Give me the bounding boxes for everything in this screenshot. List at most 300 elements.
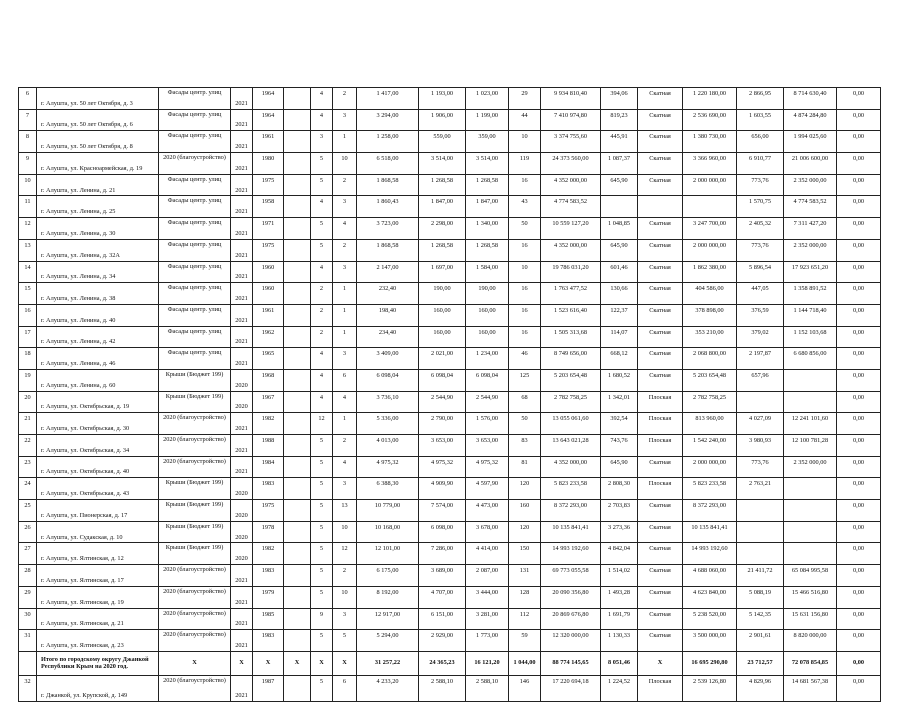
cost-per-unit-cell: 122,37 (601, 304, 638, 326)
row-number-cell: 31 (19, 630, 37, 652)
residents-cell: 16 (509, 304, 541, 326)
total-cost-cell: 4 352 000,00 (541, 174, 601, 196)
year-cell: 2021 (231, 261, 253, 283)
entrances-cell: 12 (333, 543, 357, 565)
area-2-cell: 1 199,00 (466, 109, 509, 131)
total-area-cell: 4 013,00 (357, 435, 419, 457)
total-area-cell: 234,40 (357, 326, 419, 348)
work-type-cell: Фасады центр. улиц (159, 196, 231, 218)
year-cell: 2021 (231, 630, 253, 652)
living-area-cell: 4 975,32 (419, 456, 466, 478)
roof-type-cell (638, 196, 683, 218)
facade-cost-cell: 7 311 427,20 (784, 218, 837, 240)
roof-type-cell: Скатная (638, 565, 683, 587)
work-type-cell: 2020 (благоустройство) (159, 456, 231, 478)
remaining-cell: 0,00 (837, 586, 881, 608)
blank-cell (284, 239, 311, 261)
roof-type-cell: Скатная (638, 88, 683, 110)
address-cell: г. Алушта, ул. Ленина, д. 34 (37, 261, 159, 283)
floors-cell: 5 (311, 521, 333, 543)
address-cell: г. Алушта, ул. Ялтинская, д. 23 (37, 630, 159, 652)
row-number-cell: 20 (19, 391, 37, 413)
roof-type-cell: Скатная (638, 500, 683, 522)
year-cell: 2020 (231, 521, 253, 543)
cost-per-unit-cell: 1 224,52 (601, 675, 638, 701)
facade-value-cell: 2 197,87 (737, 348, 784, 370)
blank-cell (284, 348, 311, 370)
entrances-cell: 2 (333, 239, 357, 261)
residents-cell: 16 (509, 283, 541, 305)
work-type-cell: Фасады центр. улиц (159, 109, 231, 131)
residents-cell: 128 (509, 586, 541, 608)
remaining-cell: 0,00 (837, 283, 881, 305)
table-row (19, 369, 881, 391)
area-2-cell: 1 584,00 (466, 261, 509, 283)
roof-cost-cell: 3 500 000,00 (683, 630, 737, 652)
address-cell: г. Алушта, ул. Ялтинская, д. 19 (37, 586, 159, 608)
area-2-cell: 3 678,00 (466, 521, 509, 543)
build-year-cell: 1983 (253, 478, 284, 500)
blank-cell (284, 369, 311, 391)
area-2-cell: 190,00 (466, 283, 509, 305)
blank-cell (284, 218, 311, 240)
total-cost-cell: 4 352 000,00 (541, 456, 601, 478)
table-row (19, 435, 881, 457)
address-cell: г. Алушта, ул. Ленина, д. 25 (37, 196, 159, 218)
total-area-cell: 6 175,00 (357, 565, 419, 587)
blank-cell (284, 630, 311, 652)
roof-cost-cell: 16 695 290,80 (683, 651, 737, 675)
year-cell: 2021 (231, 326, 253, 348)
cost-per-unit-cell: 114,07 (601, 326, 638, 348)
blank-cell (284, 174, 311, 196)
work-type-cell: Фасады центр. улиц (159, 218, 231, 240)
work-type-cell: 2020 (благоустройство) (159, 630, 231, 652)
row-number-cell: 13 (19, 239, 37, 261)
roof-type-cell: Скатная (638, 283, 683, 305)
living-area-cell: 190,00 (419, 283, 466, 305)
total-area-cell: 1 258,00 (357, 131, 419, 153)
area-2-cell: 1 340,00 (466, 218, 509, 240)
area-2-cell: 1 234,00 (466, 348, 509, 370)
floors-cell: 4 (311, 109, 333, 131)
area-2-cell: 6 098,04 (466, 369, 509, 391)
cost-per-unit-cell: 1 048,85 (601, 218, 638, 240)
total-area-cell: 12 917,00 (357, 608, 419, 630)
blank-cell (284, 500, 311, 522)
facade-cost-cell: 15 466 516,80 (784, 586, 837, 608)
residents-cell: 16 (509, 174, 541, 196)
work-type-cell: Фасады центр. улиц (159, 239, 231, 261)
roof-type-cell: Скатная (638, 109, 683, 131)
facade-cost-cell: 14 681 567,38 (784, 675, 837, 701)
entrances-cell: 3 (333, 196, 357, 218)
roof-cost-cell: 2 000 000,00 (683, 174, 737, 196)
entrances-cell: 2 (333, 88, 357, 110)
build-year-cell: 1960 (253, 261, 284, 283)
address-cell: г. Алушта, ул. Ленина, д. 60 (37, 369, 159, 391)
floors-cell: 2 (311, 326, 333, 348)
table-row (19, 196, 881, 218)
roof-type-cell: Скатная (638, 348, 683, 370)
blank-cell (284, 675, 311, 701)
build-year-cell: X (253, 651, 284, 675)
residents-cell: 150 (509, 543, 541, 565)
living-area-cell: 1 193,00 (419, 88, 466, 110)
living-area-cell: 2 544,90 (419, 391, 466, 413)
living-area-cell: 6 151,00 (419, 608, 466, 630)
work-type-cell: X (159, 651, 231, 675)
table-row (19, 304, 881, 326)
facade-value-cell: 447,05 (737, 283, 784, 305)
blank-cell (284, 109, 311, 131)
cost-per-unit-cell: 1 087,37 (601, 153, 638, 175)
address-cell: г. Алушта, ул. Октябрьская, д. 43 (37, 478, 159, 500)
year-cell: 2020 (231, 500, 253, 522)
address-cell: г. Алушта, ул. Ленина, д. 46 (37, 348, 159, 370)
row-number-cell: 26 (19, 521, 37, 543)
entrances-cell: 3 (333, 478, 357, 500)
blank-cell (284, 326, 311, 348)
living-area-cell: 6 098,04 (419, 369, 466, 391)
total-area-cell: 31 257,22 (357, 651, 419, 675)
roof-cost-cell: 2 068 800,00 (683, 348, 737, 370)
year-cell: 2021 (231, 413, 253, 435)
work-type-cell: 2020 (благоустройство) (159, 586, 231, 608)
row-number-cell: 12 (19, 218, 37, 240)
cost-per-unit-cell: 601,46 (601, 261, 638, 283)
total-cost-cell: 8 372 293,00 (541, 500, 601, 522)
total-cost-cell: 8 749 656,00 (541, 348, 601, 370)
floors-cell: 5 (311, 565, 333, 587)
facade-value-cell: 773,76 (737, 456, 784, 478)
floors-cell: 5 (311, 500, 333, 522)
blank-cell (284, 478, 311, 500)
facade-cost-cell: 6 680 856,00 (784, 348, 837, 370)
roof-cost-cell: 2 000 000,00 (683, 456, 737, 478)
roof-cost-cell: 2 782 758,25 (683, 391, 737, 413)
address-cell: Итого по городскому округу Джанкой Республики Крым на 2020 год. (37, 651, 159, 675)
floors-cell: X (311, 651, 333, 675)
roof-type-cell: Скатная (638, 630, 683, 652)
total-area-cell: 2 147,00 (357, 261, 419, 283)
facade-value-cell (737, 391, 784, 413)
facade-cost-cell: 12 100 781,28 (784, 435, 837, 457)
work-type-cell: 2020 (благоустройство) (159, 608, 231, 630)
cost-per-unit-cell: 3 273,36 (601, 521, 638, 543)
living-area-cell: 1 268,58 (419, 239, 466, 261)
remaining-cell: 0,00 (837, 543, 881, 565)
blank-cell (284, 586, 311, 608)
floors-cell: 3 (311, 131, 333, 153)
total-cost-cell: 2 782 758,25 (541, 391, 601, 413)
row-number-cell: 11 (19, 196, 37, 218)
year-cell: 2021 (231, 153, 253, 175)
table-row (19, 630, 881, 652)
roof-cost-cell: 404 586,00 (683, 283, 737, 305)
entrances-cell: 2 (333, 174, 357, 196)
remaining-cell: 0,00 (837, 565, 881, 587)
living-area-cell: 3 514,00 (419, 153, 466, 175)
living-area-cell: 4 707,00 (419, 586, 466, 608)
total-area-cell: 5 336,00 (357, 413, 419, 435)
build-year-cell: 1964 (253, 88, 284, 110)
row-number-cell: 10 (19, 174, 37, 196)
facade-value-cell: 2 866,95 (737, 88, 784, 110)
living-area-cell: 3 689,00 (419, 565, 466, 587)
roof-cost-cell: 1 862 380,00 (683, 261, 737, 283)
row-number-cell: 14 (19, 261, 37, 283)
roof-type-cell: Скатная (638, 304, 683, 326)
total-area-cell: 198,40 (357, 304, 419, 326)
facade-value-cell: 4 829,96 (737, 675, 784, 701)
roof-cost-cell: 813 960,00 (683, 413, 737, 435)
build-year-cell: 1971 (253, 218, 284, 240)
entrances-cell: 1 (333, 304, 357, 326)
entrances-cell: X (333, 651, 357, 675)
living-area-cell: 2 588,10 (419, 675, 466, 701)
living-area-cell: 1 268,58 (419, 174, 466, 196)
build-year-cell: 1965 (253, 348, 284, 370)
total-area-cell: 3 409,00 (357, 348, 419, 370)
area-2-cell: 16 121,20 (466, 651, 509, 675)
residents-cell: 125 (509, 369, 541, 391)
total-cost-cell: 1 505 313,68 (541, 326, 601, 348)
build-year-cell: 1982 (253, 413, 284, 435)
build-year-cell: 1961 (253, 304, 284, 326)
year-cell: 2020 (231, 543, 253, 565)
entrances-cell: 13 (333, 500, 357, 522)
living-area-cell: 160,00 (419, 304, 466, 326)
facade-value-cell: 1 570,75 (737, 196, 784, 218)
work-type-cell: 2020 (благоустройство) (159, 435, 231, 457)
total-area-cell: 6 388,30 (357, 478, 419, 500)
total-area-cell: 3 294,00 (357, 109, 419, 131)
table-row (19, 153, 881, 175)
facade-cost-cell: 8 714 630,40 (784, 88, 837, 110)
facade-cost-cell: 1 144 718,40 (784, 304, 837, 326)
table-row (19, 348, 881, 370)
total-row (19, 651, 881, 675)
build-year-cell: 1960 (253, 283, 284, 305)
work-type-cell: Фасады центр. улиц (159, 348, 231, 370)
cost-per-unit-cell: 2 703,83 (601, 500, 638, 522)
build-year-cell: 1982 (253, 543, 284, 565)
area-2-cell: 3 444,00 (466, 586, 509, 608)
facade-cost-cell: 8 820 000,00 (784, 630, 837, 652)
work-type-cell: Крыши (Бюджет 199) (159, 391, 231, 413)
total-area-cell: 1 860,43 (357, 196, 419, 218)
address-cell: г. Алушта, ул. Октябрьская, д. 40 (37, 456, 159, 478)
floors-cell: 4 (311, 261, 333, 283)
cost-per-unit-cell: 392,54 (601, 413, 638, 435)
work-type-cell: 2020 (благоустройство) (159, 675, 231, 701)
residents-cell: 120 (509, 521, 541, 543)
cost-per-unit-cell: 130,66 (601, 283, 638, 305)
total-cost-cell: 5 823 233,58 (541, 478, 601, 500)
entrances-cell: 10 (333, 586, 357, 608)
roof-cost-cell: 2 536 690,00 (683, 109, 737, 131)
year-cell: 2021 (231, 131, 253, 153)
year-cell: 2021 (231, 565, 253, 587)
row-number-cell: 21 (19, 413, 37, 435)
entrances-cell: 1 (333, 413, 357, 435)
build-year-cell: 1961 (253, 131, 284, 153)
cost-per-unit-cell: 1 680,52 (601, 369, 638, 391)
living-area-cell: 24 365,23 (419, 651, 466, 675)
total-area-cell: 3 736,10 (357, 391, 419, 413)
address-cell: г. Алушта, ул. Ялтинская, д. 12 (37, 543, 159, 565)
remaining-cell: 0,00 (837, 153, 881, 175)
cost-per-unit-cell: 394,06 (601, 88, 638, 110)
cost-per-unit-cell: 8 051,46 (601, 651, 638, 675)
facade-value-cell (737, 543, 784, 565)
facade-value-cell: 773,76 (737, 239, 784, 261)
total-area-cell: 1 417,00 (357, 88, 419, 110)
build-year-cell: 1958 (253, 196, 284, 218)
roof-cost-cell: 1 380 730,00 (683, 131, 737, 153)
area-2-cell: 4 473,00 (466, 500, 509, 522)
work-type-cell: 2020 (благоустройство) (159, 153, 231, 175)
living-area-cell: 3 653,00 (419, 435, 466, 457)
total-cost-cell: 14 993 192,60 (541, 543, 601, 565)
entrances-cell: 1 (333, 131, 357, 153)
entrances-cell: 1 (333, 283, 357, 305)
floors-cell: 5 (311, 586, 333, 608)
remaining-cell: 0,00 (837, 630, 881, 652)
roof-cost-cell (683, 196, 737, 218)
blank-cell (284, 261, 311, 283)
table-row (19, 586, 881, 608)
cost-per-unit-cell: 645,90 (601, 174, 638, 196)
work-type-cell: Фасады центр. улиц (159, 326, 231, 348)
total-area-cell: 232,40 (357, 283, 419, 305)
cost-per-unit-cell: 1 514,02 (601, 565, 638, 587)
area-2-cell: 2 087,00 (466, 565, 509, 587)
floors-cell: 4 (311, 369, 333, 391)
area-2-cell: 1 847,00 (466, 196, 509, 218)
roof-type-cell: Скатная (638, 608, 683, 630)
entrances-cell: 3 (333, 261, 357, 283)
living-area-cell: 1 906,00 (419, 109, 466, 131)
facade-value-cell: 5 088,19 (737, 586, 784, 608)
blank-cell (284, 435, 311, 457)
work-type-cell: Крыши (Бюджет 199) (159, 369, 231, 391)
build-year-cell: 1983 (253, 565, 284, 587)
residents-cell: 29 (509, 88, 541, 110)
facade-value-cell (737, 500, 784, 522)
facade-value-cell: 23 712,57 (737, 651, 784, 675)
total-cost-cell: 24 373 560,00 (541, 153, 601, 175)
remaining-cell: 0,00 (837, 348, 881, 370)
cost-per-unit-cell: 4 842,04 (601, 543, 638, 565)
total-cost-cell: 69 773 055,58 (541, 565, 601, 587)
area-2-cell: 359,00 (466, 131, 509, 153)
floors-cell: 5 (311, 174, 333, 196)
entrances-cell: 6 (333, 369, 357, 391)
build-year-cell: 1975 (253, 174, 284, 196)
total-cost-cell: 4 774 583,52 (541, 196, 601, 218)
roof-type-cell: X (638, 651, 683, 675)
facade-value-cell: 656,00 (737, 131, 784, 153)
address-cell: г. Джанкой, ул. Крупской, д. 149 (37, 675, 159, 701)
area-2-cell: 3 514,00 (466, 153, 509, 175)
work-type-cell: Фасады центр. улиц (159, 88, 231, 110)
area-2-cell: 4 975,32 (466, 456, 509, 478)
year-cell: 2021 (231, 456, 253, 478)
entrances-cell: 2 (333, 565, 357, 587)
facade-value-cell (737, 521, 784, 543)
row-number-cell: 19 (19, 369, 37, 391)
entrances-cell: 6 (333, 675, 357, 701)
roof-cost-cell: 5 238 520,00 (683, 608, 737, 630)
living-area-cell: 2 929,00 (419, 630, 466, 652)
facade-cost-cell: 1 152 103,68 (784, 326, 837, 348)
roof-type-cell: Плоская (638, 435, 683, 457)
cost-per-unit-cell: 645,90 (601, 456, 638, 478)
roof-cost-cell: 378 898,00 (683, 304, 737, 326)
cost-per-unit-cell: 645,90 (601, 239, 638, 261)
roof-cost-cell: 1 220 180,00 (683, 88, 737, 110)
entrances-cell: 10 (333, 521, 357, 543)
total-area-cell: 1 868,58 (357, 174, 419, 196)
facade-value-cell: 657,96 (737, 369, 784, 391)
remaining-cell: 0,00 (837, 391, 881, 413)
row-number-cell: 18 (19, 348, 37, 370)
remaining-cell: 0,00 (837, 109, 881, 131)
roof-cost-cell: 3 247 700,00 (683, 218, 737, 240)
remaining-cell: 0,00 (837, 478, 881, 500)
year-cell: 2021 (231, 88, 253, 110)
cost-per-unit-cell: 743,76 (601, 435, 638, 457)
roof-cost-cell: 5 823 233,58 (683, 478, 737, 500)
roof-type-cell: Скатная (638, 326, 683, 348)
row-number-cell: 8 (19, 131, 37, 153)
area-2-cell: 3 653,00 (466, 435, 509, 457)
address-cell: г. Алушта, ул. Ленина, д. 40 (37, 304, 159, 326)
row-number-cell: 6 (19, 88, 37, 110)
roof-cost-cell: 4 688 060,00 (683, 565, 737, 587)
facade-value-cell: 4 027,09 (737, 413, 784, 435)
facade-cost-cell: 12 241 101,60 (784, 413, 837, 435)
work-type-cell: Фасады центр. улиц (159, 261, 231, 283)
table-row (19, 174, 881, 196)
living-area-cell: 2 790,00 (419, 413, 466, 435)
address-cell: г. Алушта, ул. 50 лет Октября, д. 3 (37, 88, 159, 110)
cost-per-unit-cell: 1 130,33 (601, 630, 638, 652)
work-type-cell: Крыши (Бюджет 199) (159, 543, 231, 565)
build-year-cell: 1962 (253, 326, 284, 348)
facade-value-cell: 2 901,61 (737, 630, 784, 652)
entrances-cell: 4 (333, 391, 357, 413)
blank-cell (284, 521, 311, 543)
remaining-cell: 0,00 (837, 608, 881, 630)
entrances-cell: 5 (333, 630, 357, 652)
row-number-cell: 24 (19, 478, 37, 500)
address-cell: г. Алушта, ул. Судакская, д. 10 (37, 521, 159, 543)
floors-cell: 4 (311, 391, 333, 413)
row-number-cell: 23 (19, 456, 37, 478)
living-area-cell: 1 847,00 (419, 196, 466, 218)
roof-type-cell: Плоская (638, 391, 683, 413)
floors-cell: 2 (311, 283, 333, 305)
row-number-cell: 7 (19, 109, 37, 131)
facade-cost-cell: 4 774 583,52 (784, 196, 837, 218)
living-area-cell: 2 298,00 (419, 218, 466, 240)
year-cell: 2021 (231, 283, 253, 305)
table-row (19, 478, 881, 500)
facade-value-cell: 379,02 (737, 326, 784, 348)
